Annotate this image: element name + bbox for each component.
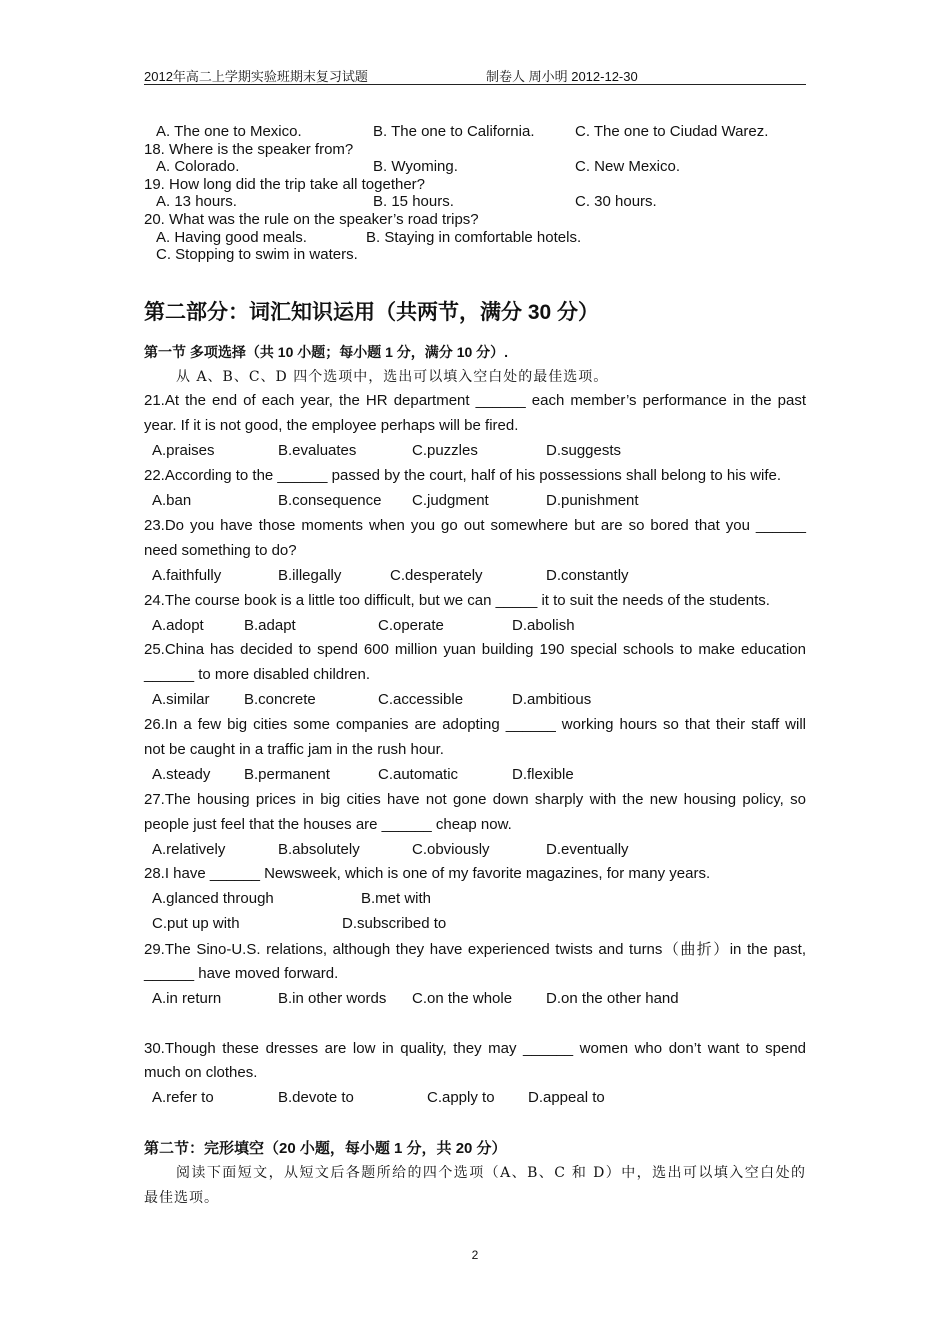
q27-option-d: D.eventually [546,841,629,858]
q22-option-c: C.judgment [412,492,489,509]
q27-option-a: A.relatively [152,841,226,858]
q29-option-a: A.in return [152,990,222,1007]
q22-option-b: B.consequence [278,492,382,509]
q24-option-d: D.abolish [512,617,575,634]
q25-option-a: A.similar [152,691,210,708]
q24-option-b: B.adapt [244,617,296,634]
q29-option-b: B.in other words [278,990,387,1007]
part2-title: 第二部分：词汇知识运用（共两节，满分 30 分） [144,301,600,324]
q26-option-d: D.flexible [512,766,574,783]
question-25-line1: 25.China has decided to spend 600 million yuan building 190 special schools to make education [144,641,806,658]
question-22: 22.According to the ______ passed by the court, half of his possessions shall belong to his wife. [144,467,782,484]
question-20: 20. What was the rule on the speaker’s road trips? [144,211,479,228]
q19-option-b: B. 15 hours. [373,193,454,210]
question-30-line1: 30.Though these dresses are low in quality, they may ______ women who don’t want to spend [144,1040,806,1057]
question-23-line2: need something to do? [144,542,297,559]
q20-option-a: A. Having good meals. [156,229,307,246]
q18-option-c: C. New Mexico. [575,158,681,175]
q20-option-b: B. Staying in comfortable hotels. [366,229,582,246]
q21-option-b: B.evaluates [278,442,357,459]
header-title: 2012年高二上学期实验班期末复习试题 [144,69,368,84]
page-header [144,64,806,85]
section1-title: 第一节 多项选择（共 10 小题；每小题 1 分，满分 10 分）. [144,344,509,360]
q30-option-c: C.apply to [427,1089,495,1106]
q23-option-c: C.desperately [390,567,483,584]
q27-option-b: B.absolutely [278,841,360,858]
q21-option-a: A.praises [152,442,215,459]
question-18: 18. Where is the speaker from? [144,141,354,158]
q28-option-d: D.subscribed to [342,915,447,932]
question-29-line2: ______ have moved forward. [144,965,339,982]
question-28: 28.I have ______ Newsweek, which is one of my favorite magazines, for many years. [144,865,711,882]
question-27-line2: people just feel that the houses are ______ cheap now. [144,816,512,833]
q24-option-c: C.operate [378,617,444,634]
page-number: 2 [471,1248,479,1262]
q26-option-a: A.steady [152,766,211,783]
q23-option-a: A.faithfully [152,567,222,584]
q29-option-c: C.on the whole [412,990,513,1007]
q28-option-c: C.put up with [152,915,240,932]
q17-option-c: C. The one to Ciudad Warez. [575,123,769,140]
q29-option-d: D.on the other hand [546,990,679,1007]
q17-option-a: A. The one to Mexico. [156,123,302,140]
section2-title: 第二节：完形填空（20 小题，每小题 1 分，共 20 分） [144,1140,507,1157]
q26-option-b: B.permanent [244,766,330,783]
q24-option-a: A.adopt [152,617,204,634]
q22-option-a: A.ban [152,492,192,509]
section2-instructions-line2: 最佳选项。 [144,1190,219,1206]
question-21-line2: year. If it is not good, the employee perhaps will be fired. [144,417,519,434]
q25-option-d: D.ambitious [512,691,592,708]
q17-option-b: B. The one to California. [373,123,535,140]
q27-option-c: C.obviously [412,841,490,858]
question-26-line1: 26.In a few big cities some companies are adopting ______ working hours so that their staff will [144,716,806,733]
q23-option-b: B.illegally [278,567,342,584]
section1-instructions: 从 A、B、C、D 四个选项中，选出可以填入空白处的最佳选项。 [176,369,609,385]
q30-option-a: A.refer to [152,1089,214,1106]
q28-option-a: A.glanced through [152,890,274,907]
q19-option-c: C. 30 hours. [575,193,657,210]
q19-option-a: A. 13 hours. [156,193,237,210]
header-author-date: 制卷人 周小明 2012-12-30 [486,69,638,84]
q28-option-b: B.met with [361,890,432,907]
q30-option-d: D.appeal to [528,1089,605,1106]
q21-option-d: D.suggests [546,442,622,459]
question-30-line2: much on clothes. [144,1064,258,1081]
q22-option-d: D.punishment [546,492,639,509]
question-21-line1: 21.At the end of each year, the HR department ______ each member’s performance in the past [144,392,806,409]
question-26-line2: not be caught in a traffic jam in the rush hour. [144,741,444,758]
question-29-line1: 29.The Sino-U.S. relations, although they have experienced twists and turns（曲折）in the past, [144,941,806,958]
question-19: 19. How long did the trip take all together? [144,176,426,193]
q25-option-c: C.accessible [378,691,464,708]
q30-option-b: B.devote to [278,1089,354,1106]
question-27-line1: 27.The housing prices in big cities have not gone down sharply with the new housing policy, so [144,791,806,808]
question-23-line1: 23.Do you have those moments when you go out somewhere but are so bored that you ______ [144,517,806,534]
section2-instructions-line1: 阅读下面短文，从短文后各题所给的四个选项（A、B、C 和 D）中，选出可以填入空白处的 [176,1165,806,1181]
question-24: 24.The course book is a little too difficult, but we can _____ it to suit the needs of the students. [144,592,770,609]
q18-option-a: A. Colorado. [156,158,240,175]
q25-option-b: B.concrete [244,691,316,708]
question-25-line2: ______ to more disabled children. [144,666,370,683]
q23-option-d: D.constantly [546,567,629,584]
q26-option-c: C.automatic [378,766,459,783]
q20-option-c: C. Stopping to swim in waters. [156,246,358,263]
q18-option-b: B. Wyoming. [373,158,458,175]
q21-option-c: C.puzzles [412,442,478,459]
